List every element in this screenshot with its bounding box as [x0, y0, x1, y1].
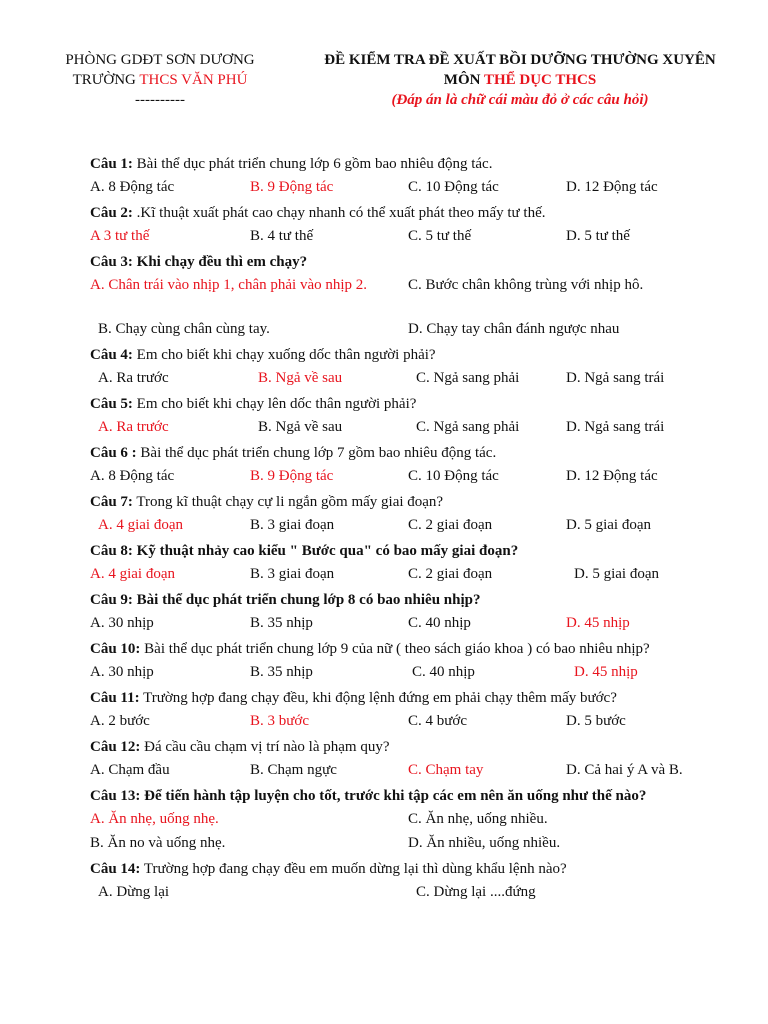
option-d: D. Ngả sang trái [566, 370, 665, 386]
option-a-correct: A. Ra trước [98, 419, 169, 435]
option-d: D. 5 giai đoạn [574, 566, 659, 582]
question-text: Em cho biết khi chạy lên dốc thân người phải? [132, 396, 417, 412]
option-c: C. 40 nhịp [408, 615, 471, 631]
question-text: Em cho biết khi chạy xuống dốc thân người phải? [132, 347, 436, 363]
option-a: A. 8 Động tác [90, 179, 175, 195]
question-text: .Kĩ thuật xuất phát cao chạy nhanh có thể xuất phát theo mấy tư thế. [132, 205, 546, 221]
option-b: B. 3 giai đoạn [250, 566, 335, 582]
option-c: C. Bước chân không trùng với nhịp hô. [408, 277, 644, 293]
question-9 [90, 586, 720, 635]
exam-title: ĐỀ KIỂM TRA ĐỀ XUẤT BỒI DƯỠNG THƯỜNG XUYÊN [324, 52, 716, 68]
question-label: Câu 3: [90, 254, 133, 270]
question-11 [90, 684, 720, 733]
question-13 [90, 782, 720, 855]
option-a-correct: A. Ăn nhẹ, uống nhẹ. [90, 811, 219, 827]
document-header [0, 0, 768, 150]
question-label: Câu 2: [90, 205, 133, 221]
question-label: Câu 9: [90, 592, 133, 608]
question-text: Khi chạy đều thì em chạy? [132, 254, 308, 270]
question-text: Trường hợp đang chạy đều em muốn dừng lại thì dùng khẩu lệnh nào? [140, 861, 567, 877]
option-a-correct: A. 4 giai đoạn [98, 517, 183, 533]
question-label: Câu 6 : [90, 445, 137, 461]
option-b: B. Ngả về sau [258, 419, 343, 435]
option-c: C. Ăn nhẹ, uống nhiều. [408, 811, 548, 827]
exam-subject: MÔN THỂ DỤC THCS [443, 72, 597, 88]
question-label: Câu 14: [90, 861, 141, 877]
school-name: TRƯỜNG THCS VĂN PHÚ [72, 72, 248, 88]
question-text: Để tiến hành tập luyện cho tốt, trước khi tập các em nên ăn uống như thế nào? [140, 788, 647, 804]
option-c: C. 10 Động tác [408, 468, 499, 484]
option-d: D. 5 giai đoạn [566, 517, 651, 533]
department-name: PHÒNG GDĐT SƠN DƯƠNG [65, 52, 255, 68]
question-14 [90, 855, 720, 904]
option-c: C. 10 Động tác [408, 179, 499, 195]
option-c: C. 2 giai đoạn [408, 566, 493, 582]
option-b: B. 4 tư thế [250, 228, 314, 244]
option-d: D. 12 Động tác [566, 468, 658, 484]
option-c: C. 4 bước [408, 713, 467, 729]
option-b: B. Ăn no và uống nhẹ. [90, 835, 226, 851]
option-a-correct: A. 4 giai đoạn [90, 566, 175, 582]
option-a: A. 2 bước [90, 713, 150, 729]
option-d-correct: D. 45 nhịp [574, 664, 638, 680]
question-10 [90, 635, 720, 684]
option-d: D. Ăn nhiều, uống nhiều. [408, 835, 561, 851]
header-divider: ---------- [135, 92, 185, 108]
option-d: D. 5 tư thế [566, 228, 630, 244]
option-c: C. Ngả sang phải [416, 419, 520, 435]
question-4 [90, 341, 720, 390]
question-8 [90, 537, 720, 586]
question-text: Bài thể dục phát triển chung lớp 7 gồm bao nhiêu động tác. [136, 445, 497, 461]
question-label: Câu 4: [90, 347, 133, 363]
option-a: A. Ra trước [98, 370, 169, 386]
question-2 [90, 199, 720, 248]
question-text: Bài thể dục phát triển chung lớp 6 gồm bao nhiêu động tác. [132, 156, 493, 172]
question-5 [90, 390, 720, 439]
option-c-correct: C. Chạm tay [408, 762, 484, 778]
option-d: D. Ngả sang trái [566, 419, 665, 435]
question-3 [90, 248, 720, 341]
option-d: D. 12 Động tác [566, 179, 658, 195]
option-b-correct: B. Ngả về sau [258, 370, 343, 386]
question-text: Bài thể dục phát triển chung lớp 9 của nữ ( theo sách giáo khoa ) có bao nhiêu nhịp? [140, 641, 650, 657]
question-label: Câu 1: [90, 156, 133, 172]
question-label: Câu 12: [90, 739, 141, 755]
question-text: Bài thể dục phát triển chung lớp 8 có bao nhiêu nhịp? [132, 592, 481, 608]
question-6 [90, 439, 720, 488]
option-b: B. 35 nhịp [250, 664, 313, 680]
question-7 [90, 488, 720, 537]
option-c: C. 40 nhịp [412, 664, 475, 680]
question-label: Câu 11: [90, 690, 140, 706]
option-b: B. 3 giai đoạn [250, 517, 335, 533]
option-a: A. 30 nhịp [90, 664, 154, 680]
answer-note: (Đáp án là chữ cái màu đỏ ở các câu hỏi) [391, 92, 649, 108]
option-a-correct: A 3 tư thế [90, 228, 150, 244]
option-a: A. Dừng lại [98, 884, 170, 900]
question-list [90, 150, 720, 904]
option-d: D. Cả hai ý A và B. [566, 762, 683, 778]
option-d: D. Chạy tay chân đánh ngược nhau [408, 321, 620, 337]
question-text: Đá cầu cầu chạm vị trí nào là phạm quy? [140, 739, 390, 755]
question-12 [90, 733, 720, 782]
option-d-correct: D. 45 nhịp [566, 615, 630, 631]
option-a: A. 30 nhịp [90, 615, 154, 631]
option-d: D. 5 bước [566, 713, 626, 729]
option-c: C. Ngả sang phải [416, 370, 520, 386]
option-a: A. Chạm đầu [90, 762, 170, 778]
question-text: Trong kĩ thuật chạy cự li ngắn gồm mấy giai đoạn? [132, 494, 444, 510]
option-a-correct: A. Chân trái vào nhịp 1, chân phải vào nhịp 2. [90, 277, 368, 293]
option-b-correct: B. 9 Động tác [250, 468, 334, 484]
question-label: Câu 8: [90, 543, 133, 559]
school-block [40, 50, 280, 110]
question-1 [90, 150, 720, 199]
question-label: Câu 10: [90, 641, 141, 657]
question-label: Câu 7: [90, 494, 133, 510]
option-b-correct: B. 9 Động tác [250, 179, 334, 195]
option-b: B. Chạm ngực [250, 762, 337, 778]
option-c: C. 2 giai đoạn [408, 517, 493, 533]
question-label: Câu 5: [90, 396, 133, 412]
option-b-correct: B. 3 bước [250, 713, 309, 729]
option-c: C. 5 tư thế [408, 228, 472, 244]
question-text: Trường hợp đang chạy đều, khi động lệnh đứng em phải chạy thêm mấy bước? [139, 690, 617, 706]
option-a: A. 8 Động tác [90, 468, 175, 484]
exam-title-block [290, 50, 750, 110]
option-c: C. Dừng lại ....đứng [416, 884, 536, 900]
question-label: Câu 13: [90, 788, 141, 804]
question-text: Kỹ thuật nhảy cao kiểu " Bước qua" có bao mấy giai đoạn? [132, 543, 519, 559]
option-b: B. 35 nhịp [250, 615, 313, 631]
option-b: B. Chạy cùng chân cùng tay. [98, 321, 270, 337]
